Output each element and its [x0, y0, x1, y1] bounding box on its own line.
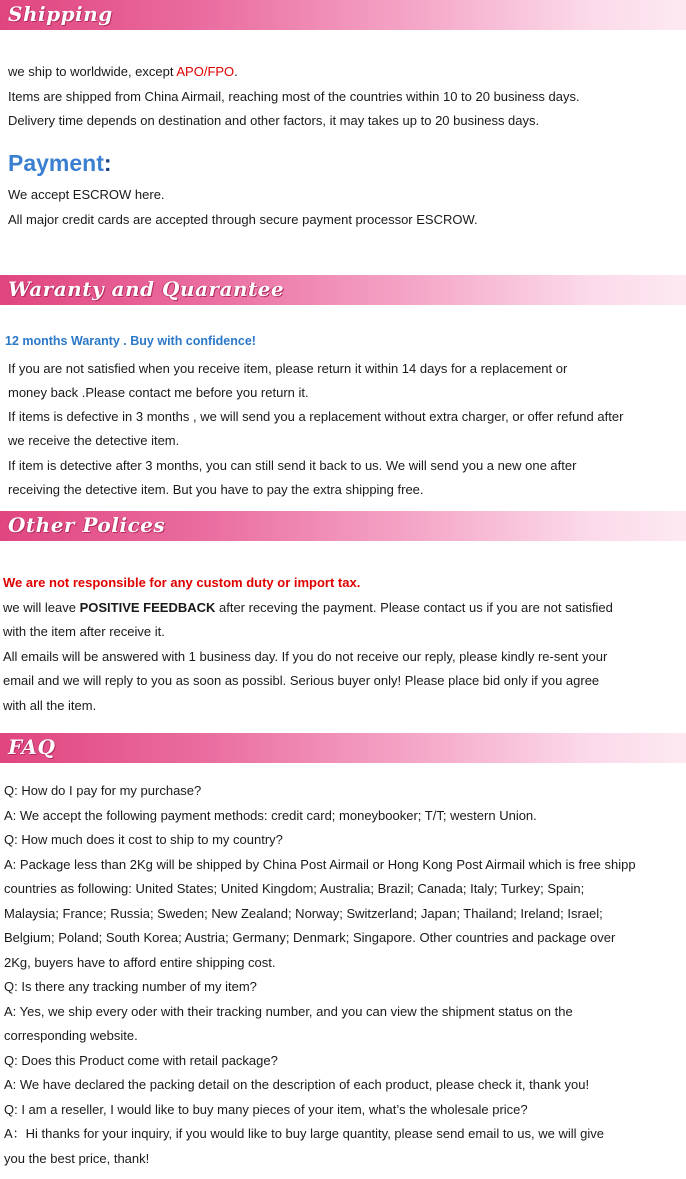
other-line-4: email and we will reply to you as soon as possibl. Serious buyer only! Please place bid only if you agree [3, 673, 600, 688]
warranty-headline: 12 months Waranty . Buy with confidence! [5, 334, 256, 348]
payment-heading [8, 150, 112, 177]
faq-a1: A: We accept the following payment methods: credit card; moneybooker; T/T; western Union. [4, 808, 537, 823]
other-line-5: with all the item. [3, 698, 97, 713]
payment-colon: : [103, 150, 112, 176]
faq-a2-line-3: Malaysia; France; Russia; Sweden; New Zealand; Norway; Switzerland; Japan; Thailand; Ireland; Israel; [4, 906, 603, 921]
other-policies-banner-title: Other Polices [8, 513, 166, 537]
faq-a5-line-1: A：Hi thanks for your inquiry, if you would like to buy large quantity, please send email to us, we will give [4, 1126, 604, 1141]
other-policies-banner [0, 511, 686, 541]
faq-a3-line-2: corresponding website. [4, 1028, 138, 1043]
shipping-line-3: Delivery time depends on destination and other factors, it may takes up to 20 business days. [8, 113, 540, 128]
shipping-banner-title: Shipping [8, 2, 113, 26]
faq-banner-title: FAQ [8, 735, 56, 759]
shipping-line-1 [8, 64, 238, 80]
other-line-1-post: after receving the payment. Please contact us if you are not satisfied [215, 600, 613, 615]
other-line-1 [3, 600, 613, 616]
payment-title: Payment [8, 150, 104, 176]
warranty-line-3: If items is defective in 3 months , we will send you a replacement without extra charger, or offer refund after [8, 409, 624, 424]
faq-a2-line-5: 2Kg, buyers have to afford entire shipping cost. [4, 955, 276, 970]
faq-q1: Q: How do I pay for my purchase? [4, 783, 202, 798]
warranty-line-4: we receive the detective item. [8, 433, 180, 448]
warranty-banner-title: Waranty and Quarantee [8, 277, 285, 301]
faq-a2-line-4: Belgium; Poland; South Korea; Austria; Germany; Denmark; Singapore. Other countries and package over [4, 930, 616, 945]
faq-a2-line-2: countries as following: United States; United Kingdom; Australia; Brazil; Canada; Italy; Turkey; Spain; [4, 881, 585, 896]
shipping-banner [0, 0, 686, 30]
warranty-banner [0, 275, 686, 305]
faq-q2: Q: How much does it cost to ship to my country? [4, 832, 283, 847]
shipping-line-1-text: we ship to worldwide, except [8, 64, 177, 79]
faq-q3: Q: Is there any tracking number of my item? [4, 979, 257, 994]
custom-duty-notice: We are not responsible for any custom duty or import tax. [3, 575, 361, 590]
faq-q4: Q: Does this Product come with retail package? [4, 1053, 278, 1068]
faq-banner [0, 733, 686, 763]
other-line-3: All emails will be answered with 1 business day. If you do not receive our reply, please kindly re-sent your [3, 649, 608, 664]
shipping-line-2: Items are shipped from China Airmail, reaching most of the countries within 10 to 20 business days. [8, 89, 580, 104]
payment-line-1: We accept ESCROW here. [8, 187, 165, 202]
payment-line-2: All major credit cards are accepted through secure payment processor ESCROW. [8, 212, 478, 227]
warranty-line-5: If item is detective after 3 months, you can still send it back to us. We will send you a new one after [8, 458, 577, 473]
other-line-2: with the item after receive it. [3, 624, 165, 639]
positive-feedback-text: POSITIVE FEEDBACK [79, 600, 216, 615]
faq-q5: Q: I am a reseller, I would like to buy many pieces of your item, what’s the wholesale price? [4, 1102, 528, 1117]
warranty-line-6: receiving the detective item. But you have to pay the extra shipping free. [8, 482, 424, 497]
faq-a4: A: We have declared the packing detail on the description of each product, please check it, thank you! [4, 1077, 590, 1092]
apo-fpo-text: APO/FPO [176, 64, 235, 79]
warranty-line-1: If you are not satisfied when you receive item, please return it within 14 days for a replacement or [8, 361, 568, 376]
other-line-1-pre: we will leave [3, 600, 80, 615]
warranty-line-2: money back .Please contact me before you return it. [8, 385, 309, 400]
shipping-line-1-end: . [234, 64, 238, 79]
faq-a2-line-1: A: Package less than 2Kg will be shipped by China Post Airmail or Hong Kong Post Airmail which is free shipp [4, 857, 636, 872]
faq-a5-line-2: you the best price, thank! [4, 1151, 150, 1166]
faq-a3-line-1: A: Yes, we ship every oder with their tracking number, and you can view the shipment status on the [4, 1004, 573, 1019]
